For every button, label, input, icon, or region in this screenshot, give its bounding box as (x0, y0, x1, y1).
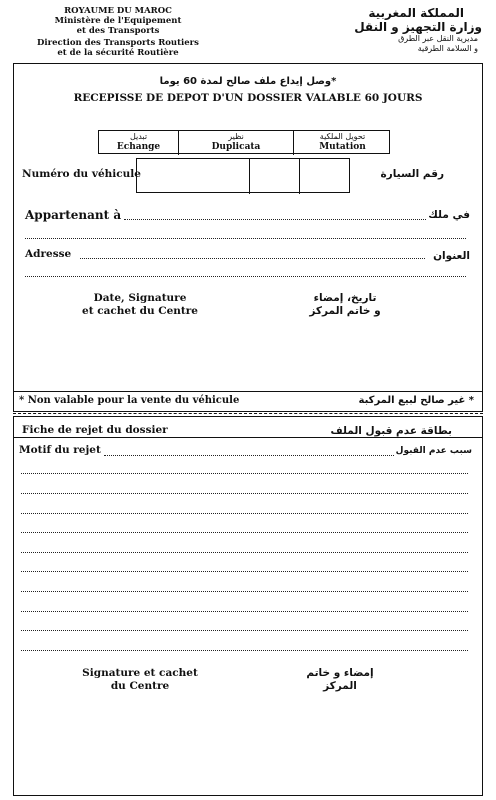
address-label-ar: العنوان (433, 250, 470, 262)
not-valid-note-ar: * غير صالح لبيع المركبة (358, 395, 474, 406)
header-ar-kingdom: المملكة المغربية (368, 6, 464, 20)
header-ministry: Ministère de l'Equipement (54, 16, 182, 26)
type-echange[interactable]: تبديل Echange (99, 131, 179, 155)
procedure-type-grid (98, 130, 390, 154)
not-valid-note: * Non valable pour la vente du véhicule (19, 395, 240, 406)
header-direction: Direction des Transports Routiers (37, 38, 199, 48)
type-duplicata[interactable]: نظير Duplicata (179, 131, 294, 155)
vehicle-number-label-ar: رقم السيارة (380, 168, 444, 180)
rejection-reason-label: Motif du rejet (19, 444, 101, 456)
rejection-line[interactable] (21, 552, 468, 553)
owner-label-ar: في ملك (428, 209, 470, 221)
header-ministry-2: et des Transports (76, 26, 160, 36)
rejection-line[interactable] (21, 611, 468, 612)
rejection-line[interactable] (21, 513, 468, 514)
vehicle-number-label: Numéro du véhicule (22, 168, 141, 180)
rejection-line[interactable] (21, 591, 468, 592)
header-ar-direction: مديرية النقل عبر الطرق (398, 34, 478, 43)
rejection-line[interactable] (21, 571, 468, 572)
receipt-signature-label: Date, Signature et cachet du Centre (82, 292, 198, 317)
type-mutation[interactable]: تحويل الملكية Mutation (319, 132, 366, 152)
rejection-line[interactable] (21, 473, 468, 474)
receipt-signature-label-ar: تاريخ، إمضاء و خاتم المركز (309, 292, 381, 317)
vehicle-number-field[interactable] (136, 158, 350, 193)
rejection-line[interactable] (21, 493, 468, 494)
receipt-subtitle-ar: *وصل إيداع ملف صالح لمدة 60 يوما (159, 76, 337, 87)
header-kingdom: ROYAUME DU MAROC (64, 6, 172, 16)
rejection-title-ar: بطاقة عدم قبول الملف (330, 425, 452, 437)
notvalid-divider (13, 391, 483, 392)
rejection-signature-label: Signature et cachet du Centre (82, 667, 198, 692)
rejection-signature-label-ar: إمضاء و خاتم المركز (306, 667, 374, 692)
rejection-title: Fiche de rejet du dossier (22, 424, 168, 436)
rejection-line[interactable] (21, 532, 468, 533)
rejection-line[interactable] (21, 650, 468, 651)
header-direction-2: et de la sécurité Routière (57, 48, 179, 58)
rejection-reason-field[interactable] (104, 455, 394, 456)
header-arabic (292, 6, 482, 54)
header-french (18, 6, 218, 58)
address-field-line-2[interactable] (25, 276, 466, 277)
header-ar-ministry: وزارة التجهيز و النقل (354, 20, 482, 34)
rejection-reason-label-ar: سبب عدم القبول (395, 446, 472, 456)
header-ar-direction-2: و السلامة الطرقية (417, 44, 478, 53)
rejection-divider (13, 437, 483, 438)
address-label: Adresse (25, 248, 72, 260)
receipt-title: RECEPISSE DE DEPOT D'UN DOSSIER VALABLE 60 JOURS (73, 92, 423, 104)
rejection-line[interactable] (21, 630, 468, 631)
owner-label: Appartenant à (25, 208, 122, 222)
owner-field-line-2[interactable] (25, 238, 466, 239)
owner-field[interactable] (124, 219, 426, 220)
cut-line (13, 413, 483, 414)
address-field[interactable] (80, 258, 425, 259)
